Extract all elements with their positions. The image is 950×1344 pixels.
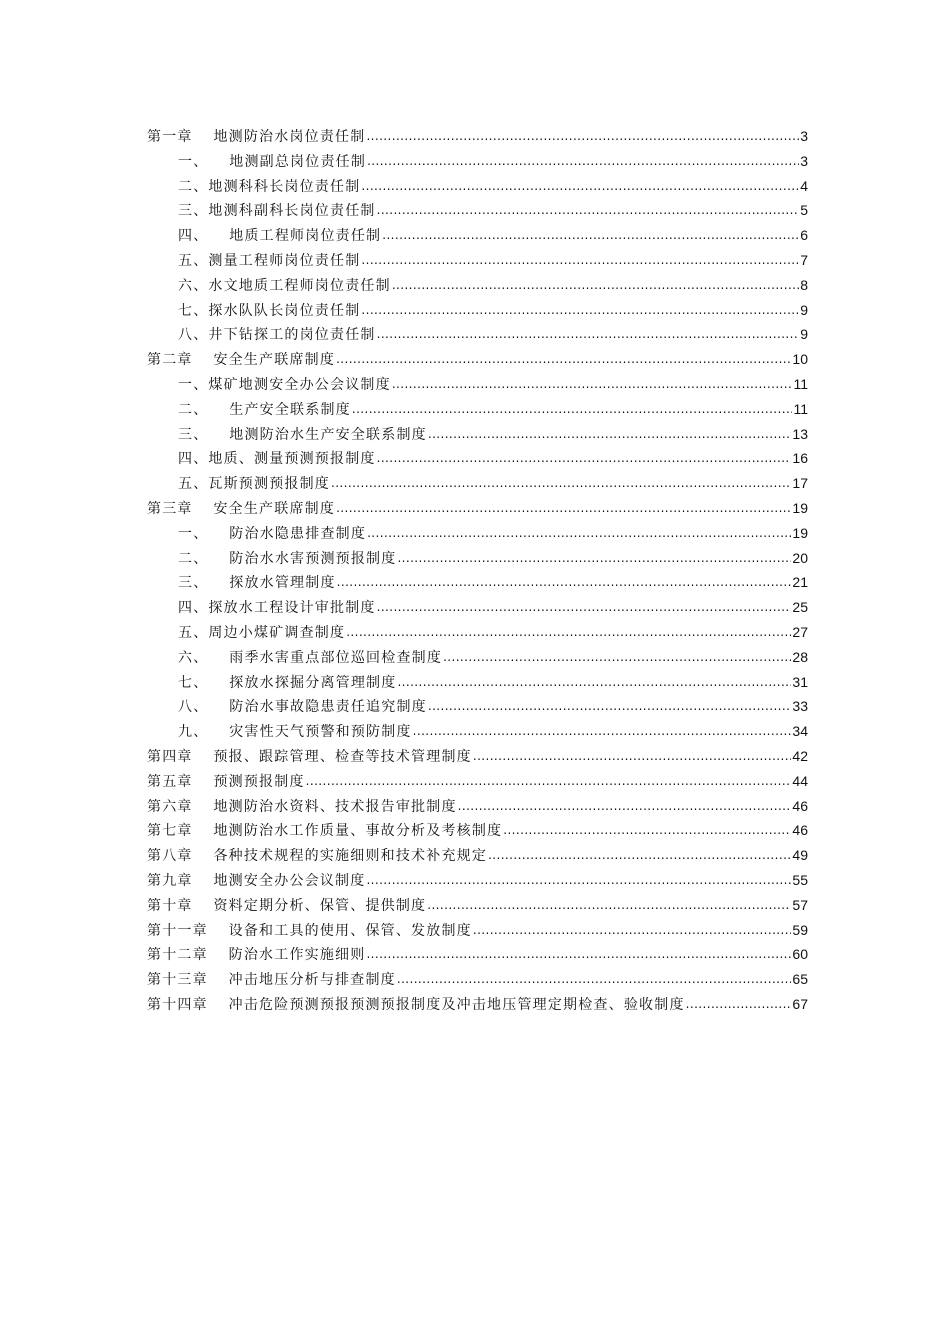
toc-entry-title: 三、 地测防治水生产安全联系制度: [178, 426, 427, 443]
toc-chapter-entry[interactable]: [147, 744, 808, 769]
toc-entry-title: 七、 探放水探掘分离管理制度: [178, 674, 397, 691]
toc-entry-title: 一、 地测副总岗位责任制: [178, 153, 367, 170]
toc-dot-leader: [336, 347, 791, 372]
toc-section-entry[interactable]: [147, 570, 808, 595]
toc-dot-leader: [473, 744, 792, 769]
toc-page-number: 3: [800, 152, 808, 169]
toc-entry-title: 第一章 地测防治水岗位责任制: [147, 129, 366, 145]
toc-dot-leader: [352, 397, 793, 422]
toc-section-entry[interactable]: [147, 248, 808, 273]
toc-entry-title: 五、测量工程师岗位责任制: [178, 252, 361, 269]
toc-entry-title: 六、水文地质工程师岗位责任制: [178, 277, 391, 294]
toc-section-entry[interactable]: [147, 546, 808, 571]
toc-page-number: 10: [792, 351, 808, 368]
toc-chapter-entry[interactable]: [147, 794, 808, 819]
toc-entry-title: 第三章 安全生产联席制度: [147, 500, 336, 517]
toc-page-number: 17: [792, 475, 808, 492]
toc-dot-leader: [392, 273, 799, 298]
toc-section-entry[interactable]: [147, 174, 808, 199]
toc-dot-leader: [361, 248, 799, 273]
toc-page-number: 19: [792, 499, 808, 516]
toc-entry-title: 八、井下钻探工的岗位责任制: [178, 327, 376, 344]
toc-entry-title: 第十三章 冲击地压分析与排查制度: [147, 972, 396, 989]
toc-section-entry[interactable]: [147, 446, 808, 471]
toc-dot-leader: [331, 471, 791, 496]
toc-page-number: 27: [792, 623, 808, 640]
toc-section-entry[interactable]: [147, 719, 808, 744]
toc-page-number: 59: [792, 921, 808, 938]
toc-dot-leader: [366, 942, 791, 967]
toc-dot-leader: [428, 422, 792, 447]
toc-dot-leader: [377, 595, 792, 620]
toc-section-entry[interactable]: [147, 298, 808, 323]
toc-page-number: 25: [792, 599, 808, 616]
toc-page-number: 49: [792, 847, 808, 864]
toc-chapter-entry[interactable]: [147, 918, 808, 943]
toc-dot-leader: [377, 322, 800, 347]
toc-entry-title: 八、 防治水事故隐患责任追究制度: [178, 699, 427, 716]
toc-entry-title: 第五章 预测预报制度: [147, 773, 305, 790]
toc-entry-title: 五、周边小煤矿调查制度: [178, 624, 346, 641]
toc-entry-title: 二、 生产安全联系制度: [178, 401, 351, 418]
toc-entry-title: 第十章 资料定期分析、保管、提供制度: [147, 897, 427, 914]
toc-entry-title: 第十二章 防治水工作实施细则: [147, 947, 366, 964]
toc-page-number: 7: [800, 251, 808, 268]
toc-chapter-entry[interactable]: [147, 843, 808, 868]
toc-section-entry[interactable]: [147, 322, 808, 347]
toc-dot-leader: [377, 198, 800, 223]
toc-page-number: 55: [792, 871, 808, 888]
toc-page-number: 31: [792, 673, 808, 690]
toc-chapter-entry[interactable]: [147, 942, 808, 967]
toc-page-number: 16: [792, 450, 808, 467]
toc-dot-leader: [392, 372, 793, 397]
toc-chapter-entry[interactable]: [147, 769, 808, 794]
toc-dot-leader: [397, 670, 791, 695]
toc-entry-title: 第九章 地测安全办公会议制度: [147, 872, 366, 889]
toc-dot-leader: [306, 769, 792, 794]
toc-page-number: 5: [800, 202, 808, 219]
toc-chapter-entry[interactable]: [147, 868, 808, 893]
toc-dot-leader: [428, 694, 792, 719]
toc-dot-leader: [336, 496, 791, 521]
toc-page-number: 46: [792, 822, 808, 839]
toc-entry-title: 第七章 地测防治水工作质量、事故分析及考核制度: [147, 823, 503, 840]
toc-page-number: 44: [792, 772, 808, 789]
toc-entry-title: 第十一章 设备和工具的使用、保管、发放制度: [147, 922, 472, 939]
toc-dot-leader: [337, 570, 792, 595]
toc-entry-title: 六、 雨季水害重点部位巡回检查制度: [178, 649, 443, 666]
toc-page-number: 57: [792, 896, 808, 913]
toc-dot-leader: [686, 992, 792, 1017]
toc-page-number: 67: [792, 995, 808, 1012]
toc-entry-title: 三、地测科副科长岗位责任制: [178, 203, 376, 220]
toc-page-number: 19: [792, 524, 808, 541]
toc-page-number: 60: [792, 946, 808, 963]
toc-entry-title: 四、 地质工程师岗位责任制: [178, 228, 382, 245]
toc-page-number: 13: [792, 425, 808, 442]
toc-dot-leader: [458, 794, 792, 819]
toc-page-number: 28: [792, 648, 808, 665]
toc-entry-title: 二、 防治水水害预测预报制度: [178, 550, 397, 567]
toc-section-entry[interactable]: [147, 422, 808, 447]
toc-page-number: 46: [792, 797, 808, 814]
toc-chapter-entry[interactable]: [147, 496, 808, 521]
toc-dot-leader: [361, 298, 799, 323]
toc-chapter-entry[interactable]: [147, 893, 808, 918]
toc-entry-title: 七、探水队队长岗位责任制: [178, 302, 361, 319]
toc-dot-leader: [397, 967, 792, 992]
toc-dot-leader: [503, 818, 791, 843]
toc-chapter-entry[interactable]: [147, 124, 808, 149]
toc-dot-leader: [397, 546, 791, 571]
toc-section-entry[interactable]: [147, 223, 808, 248]
toc-dot-leader: [488, 843, 791, 868]
toc-dot-leader: [367, 149, 799, 174]
toc-section-entry[interactable]: [147, 273, 808, 298]
toc-page-number: 20: [792, 549, 808, 566]
toc-dot-leader: [443, 645, 791, 670]
toc-dot-leader: [346, 620, 791, 645]
toc-page-number: 21: [792, 574, 808, 591]
toc-page-number: 42: [792, 747, 808, 764]
toc-page-number: 3: [800, 128, 808, 144]
toc-page-number: 11: [793, 375, 808, 392]
toc-page-number: 4: [800, 177, 808, 194]
toc-dot-leader: [413, 719, 792, 744]
toc-section-entry[interactable]: [147, 645, 808, 670]
toc-page-number: 34: [792, 723, 808, 740]
toc-chapter-entry[interactable]: [147, 347, 808, 372]
toc-section-entry[interactable]: [147, 670, 808, 695]
toc-page-number: 33: [792, 698, 808, 715]
toc-entry-title: 第十四章 冲击危险预测预报预测预报制度及冲击地压管理定期检查、验收制度: [147, 996, 685, 1013]
toc-section-entry[interactable]: [147, 521, 808, 546]
toc-entry-title: 第二章 安全生产联席制度: [147, 352, 336, 369]
toc-chapter-entry[interactable]: [147, 818, 808, 843]
toc-page-number: 6: [800, 227, 808, 244]
toc-dot-leader: [427, 893, 791, 918]
toc-dot-leader: [377, 446, 792, 471]
toc-section-entry[interactable]: [147, 694, 808, 719]
toc-entry-title: 五、瓦斯预测预报制度: [178, 476, 330, 493]
toc-entry-title: 第八章 各种技术规程的实施细则和技术补充规定: [147, 848, 488, 865]
toc-dot-leader: [367, 521, 791, 546]
toc-entry-title: 二、地测科科长岗位责任制: [178, 178, 361, 195]
toc-section-entry[interactable]: [147, 149, 808, 174]
toc-dot-leader: [473, 918, 792, 943]
toc-entry-title: 九、 灾害性天气预警和预防制度: [178, 724, 412, 741]
table-of-contents: [147, 124, 808, 1017]
toc-section-entry[interactable]: [147, 595, 808, 620]
toc-page-number: 8: [800, 276, 808, 293]
toc-entry-title: 三、 探放水管理制度: [178, 575, 336, 592]
toc-entry-title: 一、煤矿地测安全办公会议制度: [178, 376, 391, 393]
toc-section-entry[interactable]: [147, 372, 808, 397]
toc-dot-leader: [366, 868, 791, 893]
toc-chapter-entry[interactable]: [147, 992, 808, 1017]
toc-section-entry[interactable]: [147, 397, 808, 422]
toc-section-entry[interactable]: [147, 471, 808, 496]
toc-page-number: 9: [800, 301, 808, 318]
toc-entry-title: 四、地质、测量预测预报制度: [178, 451, 376, 468]
toc-page-number: 9: [800, 326, 808, 343]
toc-entry-title: 一、 防治水隐患排查制度: [178, 525, 367, 542]
toc-section-entry[interactable]: [147, 620, 808, 645]
toc-section-entry[interactable]: [147, 198, 808, 223]
toc-entry-title: 四、探放水工程设计审批制度: [178, 600, 376, 617]
toc-chapter-entry[interactable]: [147, 967, 808, 992]
toc-page-number: 65: [792, 971, 808, 988]
toc-entry-title: 第六章 地测防治水资料、技术报告审批制度: [147, 798, 457, 815]
toc-page-number: 11: [793, 400, 808, 417]
toc-dot-leader: [366, 124, 799, 149]
toc-entry-title: 第四章 预报、跟踪管理、检查等技术管理制度: [147, 748, 472, 765]
toc-dot-leader: [361, 174, 799, 199]
toc-dot-leader: [382, 223, 799, 248]
